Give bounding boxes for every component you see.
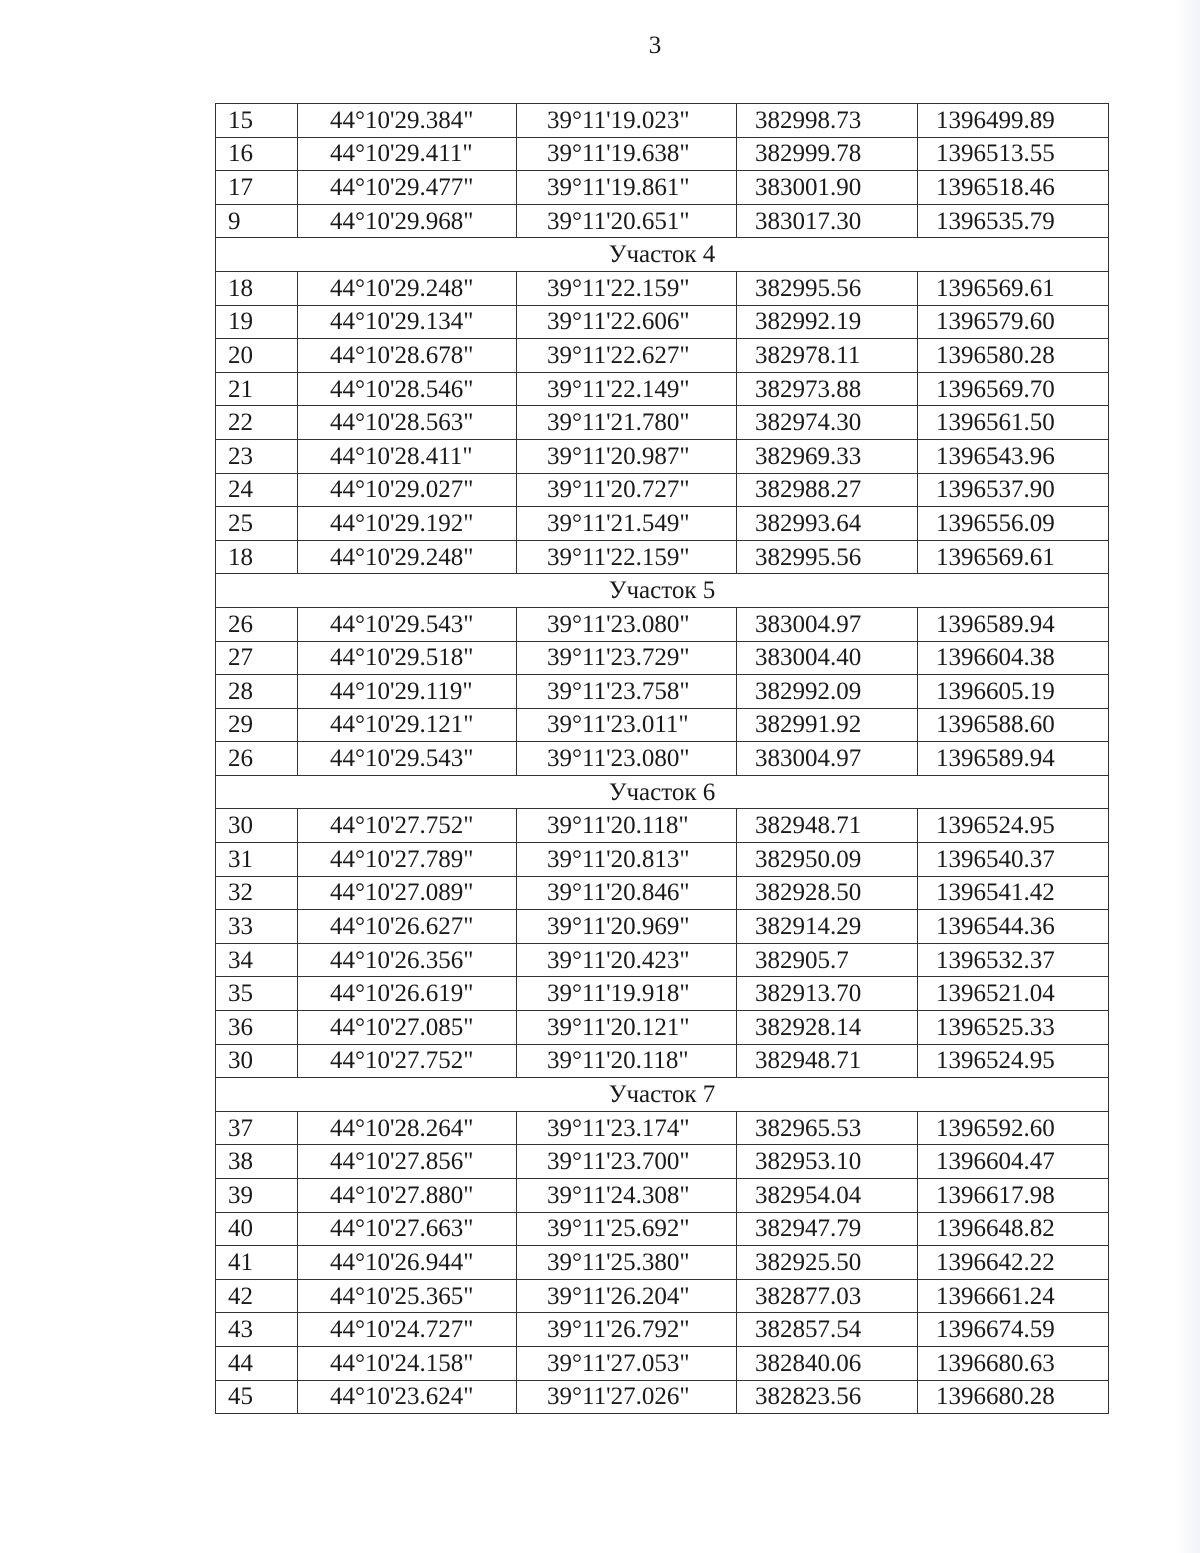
latitude-cell: 44°10'26.627" xyxy=(298,910,517,944)
longitude-cell: 39°11'20.727" xyxy=(517,473,737,507)
latitude-cell: 44°10'29.518" xyxy=(298,641,517,675)
y-coordinate-cell: 1396537.90 xyxy=(918,473,1109,507)
table-row xyxy=(216,708,1109,742)
point-number-cell: 43 xyxy=(216,1313,298,1347)
x-coordinate-cell: 382948.71 xyxy=(737,1044,918,1078)
y-coordinate-cell: 1396532.37 xyxy=(918,943,1109,977)
y-coordinate-cell: 1396544.36 xyxy=(918,910,1109,944)
latitude-cell: 44°10'27.752" xyxy=(298,809,517,843)
y-coordinate-cell: 1396589.94 xyxy=(918,607,1109,641)
longitude-cell: 39°11'20.987" xyxy=(517,439,737,473)
point-number-cell: 9 xyxy=(216,204,298,238)
x-coordinate-cell: 382992.09 xyxy=(737,675,918,709)
table-row xyxy=(216,473,1109,507)
point-number-cell: 22 xyxy=(216,406,298,440)
latitude-cell: 44°10'27.856" xyxy=(298,1145,517,1179)
table-row xyxy=(216,1380,1109,1414)
section-title: Участок 6 xyxy=(216,775,1109,809)
longitude-cell: 39°11'27.053" xyxy=(517,1346,737,1380)
table-row xyxy=(216,1111,1109,1145)
latitude-cell: 44°10'28.563" xyxy=(298,406,517,440)
x-coordinate-cell: 382969.33 xyxy=(737,439,918,473)
longitude-cell: 39°11'26.792" xyxy=(517,1313,737,1347)
x-coordinate-cell: 382999.78 xyxy=(737,137,918,171)
longitude-cell: 39°11'20.423" xyxy=(517,943,737,977)
table-row xyxy=(216,1011,1109,1045)
x-coordinate-cell: 382988.27 xyxy=(737,473,918,507)
longitude-cell: 39°11'19.023" xyxy=(517,104,737,138)
scan-edge-shading xyxy=(1174,0,1200,1553)
table-row xyxy=(216,406,1109,440)
longitude-cell: 39°11'19.861" xyxy=(517,171,737,205)
table-row xyxy=(216,641,1109,675)
x-coordinate-cell: 382877.03 xyxy=(737,1279,918,1313)
point-number-cell: 17 xyxy=(216,171,298,205)
longitude-cell: 39°11'21.780" xyxy=(517,406,737,440)
x-coordinate-cell: 383001.90 xyxy=(737,171,918,205)
y-coordinate-cell: 1396680.28 xyxy=(918,1380,1109,1414)
x-coordinate-cell: 382950.09 xyxy=(737,843,918,877)
point-number-cell: 24 xyxy=(216,473,298,507)
longitude-cell: 39°11'20.969" xyxy=(517,910,737,944)
latitude-cell: 44°10'29.192" xyxy=(298,507,517,541)
longitude-cell: 39°11'19.918" xyxy=(517,977,737,1011)
latitude-cell: 44°10'28.546" xyxy=(298,372,517,406)
table-row xyxy=(216,1246,1109,1280)
x-coordinate-cell: 382913.70 xyxy=(737,977,918,1011)
table-row xyxy=(216,507,1109,541)
longitude-cell: 39°11'23.729" xyxy=(517,641,737,675)
y-coordinate-cell: 1396499.89 xyxy=(918,104,1109,138)
x-coordinate-cell: 382928.14 xyxy=(737,1011,918,1045)
x-coordinate-cell: 383004.97 xyxy=(737,742,918,776)
table-row xyxy=(216,1346,1109,1380)
table-row xyxy=(216,271,1109,305)
table-row xyxy=(216,977,1109,1011)
latitude-cell: 44°10'26.619" xyxy=(298,977,517,1011)
section-header-row xyxy=(216,238,1109,272)
x-coordinate-cell: 382992.19 xyxy=(737,305,918,339)
x-coordinate-cell: 383004.97 xyxy=(737,607,918,641)
y-coordinate-cell: 1396588.60 xyxy=(918,708,1109,742)
x-coordinate-cell: 382840.06 xyxy=(737,1346,918,1380)
y-coordinate-cell: 1396680.63 xyxy=(918,1346,1109,1380)
x-coordinate-cell: 382928.50 xyxy=(737,876,918,910)
table-row xyxy=(216,1212,1109,1246)
y-coordinate-cell: 1396580.28 xyxy=(918,339,1109,373)
point-number-cell: 25 xyxy=(216,507,298,541)
y-coordinate-cell: 1396535.79 xyxy=(918,204,1109,238)
x-coordinate-cell: 382823.56 xyxy=(737,1380,918,1414)
x-coordinate-cell: 383017.30 xyxy=(737,204,918,238)
y-coordinate-cell: 1396661.24 xyxy=(918,1279,1109,1313)
y-coordinate-cell: 1396569.61 xyxy=(918,540,1109,574)
point-number-cell: 21 xyxy=(216,372,298,406)
latitude-cell: 44°10'27.880" xyxy=(298,1179,517,1213)
coordinates-table-body xyxy=(216,104,1109,1414)
latitude-cell: 44°10'24.158" xyxy=(298,1346,517,1380)
point-number-cell: 32 xyxy=(216,876,298,910)
y-coordinate-cell: 1396524.95 xyxy=(918,809,1109,843)
y-coordinate-cell: 1396525.33 xyxy=(918,1011,1109,1045)
point-number-cell: 35 xyxy=(216,977,298,1011)
latitude-cell: 44°10'29.477" xyxy=(298,171,517,205)
table-row xyxy=(216,1279,1109,1313)
table-row xyxy=(216,171,1109,205)
y-coordinate-cell: 1396556.09 xyxy=(918,507,1109,541)
table-row xyxy=(216,540,1109,574)
longitude-cell: 39°11'21.549" xyxy=(517,507,737,541)
point-number-cell: 29 xyxy=(216,708,298,742)
point-number-cell: 18 xyxy=(216,271,298,305)
latitude-cell: 44°10'29.411" xyxy=(298,137,517,171)
table-row xyxy=(216,372,1109,406)
point-number-cell: 16 xyxy=(216,137,298,171)
longitude-cell: 39°11'23.080" xyxy=(517,607,737,641)
point-number-cell: 38 xyxy=(216,1145,298,1179)
x-coordinate-cell: 382947.79 xyxy=(737,1212,918,1246)
longitude-cell: 39°11'23.080" xyxy=(517,742,737,776)
point-number-cell: 18 xyxy=(216,540,298,574)
y-coordinate-cell: 1396569.70 xyxy=(918,372,1109,406)
longitude-cell: 39°11'25.380" xyxy=(517,1246,737,1280)
y-coordinate-cell: 1396569.61 xyxy=(918,271,1109,305)
longitude-cell: 39°11'22.159" xyxy=(517,540,737,574)
latitude-cell: 44°10'29.248" xyxy=(298,540,517,574)
y-coordinate-cell: 1396521.04 xyxy=(918,977,1109,1011)
table-row xyxy=(216,876,1109,910)
point-number-cell: 28 xyxy=(216,675,298,709)
point-number-cell: 23 xyxy=(216,439,298,473)
table-row xyxy=(216,305,1109,339)
longitude-cell: 39°11'26.204" xyxy=(517,1279,737,1313)
longitude-cell: 39°11'22.159" xyxy=(517,271,737,305)
table-row xyxy=(216,607,1109,641)
y-coordinate-cell: 1396642.22 xyxy=(918,1246,1109,1280)
x-coordinate-cell: 382965.53 xyxy=(737,1111,918,1145)
section-header-row xyxy=(216,574,1109,608)
longitude-cell: 39°11'20.651" xyxy=(517,204,737,238)
x-coordinate-cell: 382948.71 xyxy=(737,809,918,843)
y-coordinate-cell: 1396589.94 xyxy=(918,742,1109,776)
latitude-cell: 44°10'23.624" xyxy=(298,1380,517,1414)
point-number-cell: 45 xyxy=(216,1380,298,1414)
point-number-cell: 30 xyxy=(216,1044,298,1078)
point-number-cell: 15 xyxy=(216,104,298,138)
section-title: Участок 7 xyxy=(216,1078,1109,1112)
latitude-cell: 44°10'29.134" xyxy=(298,305,517,339)
longitude-cell: 39°11'20.121" xyxy=(517,1011,737,1045)
table-row xyxy=(216,1313,1109,1347)
x-coordinate-cell: 382993.64 xyxy=(737,507,918,541)
x-coordinate-cell: 382995.56 xyxy=(737,271,918,305)
longitude-cell: 39°11'22.627" xyxy=(517,339,737,373)
y-coordinate-cell: 1396674.59 xyxy=(918,1313,1109,1347)
longitude-cell: 39°11'22.149" xyxy=(517,372,737,406)
table-row xyxy=(216,910,1109,944)
point-number-cell: 34 xyxy=(216,943,298,977)
latitude-cell: 44°10'27.752" xyxy=(298,1044,517,1078)
section-title: Участок 4 xyxy=(216,238,1109,272)
longitude-cell: 39°11'25.692" xyxy=(517,1212,737,1246)
x-coordinate-cell: 382905.7 xyxy=(737,943,918,977)
longitude-cell: 39°11'27.026" xyxy=(517,1380,737,1414)
x-coordinate-cell: 382974.30 xyxy=(737,406,918,440)
longitude-cell: 39°11'24.308" xyxy=(517,1179,737,1213)
latitude-cell: 44°10'28.678" xyxy=(298,339,517,373)
point-number-cell: 41 xyxy=(216,1246,298,1280)
latitude-cell: 44°10'27.663" xyxy=(298,1212,517,1246)
page-number: 3 xyxy=(648,32,662,59)
x-coordinate-cell: 382973.88 xyxy=(737,372,918,406)
x-coordinate-cell: 383004.40 xyxy=(737,641,918,675)
latitude-cell: 44°10'26.356" xyxy=(298,943,517,977)
latitude-cell: 44°10'24.727" xyxy=(298,1313,517,1347)
table-row xyxy=(216,439,1109,473)
table-row xyxy=(216,204,1109,238)
latitude-cell: 44°10'29.968" xyxy=(298,204,517,238)
y-coordinate-cell: 1396617.98 xyxy=(918,1179,1109,1213)
y-coordinate-cell: 1396540.37 xyxy=(918,843,1109,877)
latitude-cell: 44°10'29.027" xyxy=(298,473,517,507)
table-row xyxy=(216,675,1109,709)
x-coordinate-cell: 382914.29 xyxy=(737,910,918,944)
point-number-cell: 42 xyxy=(216,1279,298,1313)
longitude-cell: 39°11'20.118" xyxy=(517,809,737,843)
longitude-cell: 39°11'19.638" xyxy=(517,137,737,171)
latitude-cell: 44°10'27.789" xyxy=(298,843,517,877)
table-row xyxy=(216,1179,1109,1213)
latitude-cell: 44°10'29.119" xyxy=(298,675,517,709)
y-coordinate-cell: 1396543.96 xyxy=(918,439,1109,473)
y-coordinate-cell: 1396604.38 xyxy=(918,641,1109,675)
longitude-cell: 39°11'23.174" xyxy=(517,1111,737,1145)
point-number-cell: 27 xyxy=(216,641,298,675)
section-title: Участок 5 xyxy=(216,574,1109,608)
point-number-cell: 20 xyxy=(216,339,298,373)
point-number-cell: 44 xyxy=(216,1346,298,1380)
y-coordinate-cell: 1396518.46 xyxy=(918,171,1109,205)
point-number-cell: 30 xyxy=(216,809,298,843)
y-coordinate-cell: 1396605.19 xyxy=(918,675,1109,709)
y-coordinate-cell: 1396561.50 xyxy=(918,406,1109,440)
longitude-cell: 39°11'23.700" xyxy=(517,1145,737,1179)
table-row xyxy=(216,104,1109,138)
y-coordinate-cell: 1396592.60 xyxy=(918,1111,1109,1145)
longitude-cell: 39°11'23.011" xyxy=(517,708,737,742)
latitude-cell: 44°10'27.089" xyxy=(298,876,517,910)
section-header-row xyxy=(216,775,1109,809)
table-row xyxy=(216,943,1109,977)
x-coordinate-cell: 382978.11 xyxy=(737,339,918,373)
table-row xyxy=(216,742,1109,776)
point-number-cell: 33 xyxy=(216,910,298,944)
point-number-cell: 36 xyxy=(216,1011,298,1045)
y-coordinate-cell: 1396604.47 xyxy=(918,1145,1109,1179)
latitude-cell: 44°10'28.264" xyxy=(298,1111,517,1145)
point-number-cell: 31 xyxy=(216,843,298,877)
latitude-cell: 44°10'26.944" xyxy=(298,1246,517,1280)
point-number-cell: 40 xyxy=(216,1212,298,1246)
x-coordinate-cell: 382953.10 xyxy=(737,1145,918,1179)
x-coordinate-cell: 382925.50 xyxy=(737,1246,918,1280)
point-number-cell: 37 xyxy=(216,1111,298,1145)
latitude-cell: 44°10'29.543" xyxy=(298,607,517,641)
longitude-cell: 39°11'20.118" xyxy=(517,1044,737,1078)
table-row xyxy=(216,1044,1109,1078)
table-row xyxy=(216,339,1109,373)
point-number-cell: 26 xyxy=(216,607,298,641)
table-row xyxy=(216,137,1109,171)
latitude-cell: 44°10'28.411" xyxy=(298,439,517,473)
coordinates-table xyxy=(215,103,1109,1414)
point-number-cell: 19 xyxy=(216,305,298,339)
x-coordinate-cell: 382998.73 xyxy=(737,104,918,138)
table-row xyxy=(216,1145,1109,1179)
latitude-cell: 44°10'25.365" xyxy=(298,1279,517,1313)
latitude-cell: 44°10'29.248" xyxy=(298,271,517,305)
latitude-cell: 44°10'29.543" xyxy=(298,742,517,776)
longitude-cell: 39°11'23.758" xyxy=(517,675,737,709)
x-coordinate-cell: 382857.54 xyxy=(737,1313,918,1347)
latitude-cell: 44°10'27.085" xyxy=(298,1011,517,1045)
table-row xyxy=(216,843,1109,877)
y-coordinate-cell: 1396513.55 xyxy=(918,137,1109,171)
longitude-cell: 39°11'20.813" xyxy=(517,843,737,877)
point-number-cell: 39 xyxy=(216,1179,298,1213)
y-coordinate-cell: 1396579.60 xyxy=(918,305,1109,339)
y-coordinate-cell: 1396648.82 xyxy=(918,1212,1109,1246)
longitude-cell: 39°11'22.606" xyxy=(517,305,737,339)
x-coordinate-cell: 382991.92 xyxy=(737,708,918,742)
longitude-cell: 39°11'20.846" xyxy=(517,876,737,910)
x-coordinate-cell: 382954.04 xyxy=(737,1179,918,1213)
x-coordinate-cell: 382995.56 xyxy=(737,540,918,574)
latitude-cell: 44°10'29.121" xyxy=(298,708,517,742)
y-coordinate-cell: 1396541.42 xyxy=(918,876,1109,910)
section-header-row xyxy=(216,1078,1109,1112)
point-number-cell: 26 xyxy=(216,742,298,776)
latitude-cell: 44°10'29.384" xyxy=(298,104,517,138)
y-coordinate-cell: 1396524.95 xyxy=(918,1044,1109,1078)
table-row xyxy=(216,809,1109,843)
